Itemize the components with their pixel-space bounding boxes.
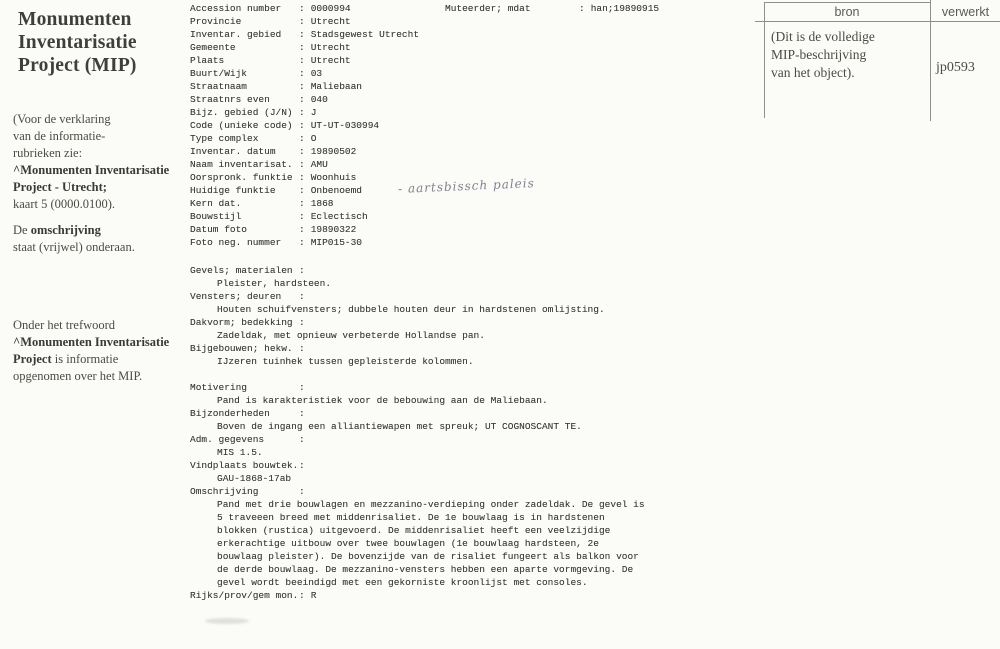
colon: : bbox=[299, 120, 305, 131]
detail-value: MIS 1.5. bbox=[217, 447, 263, 458]
field-value: O bbox=[310, 133, 317, 144]
field-label: Vindplaats bouwtek. bbox=[190, 460, 299, 471]
colon: : bbox=[299, 265, 305, 276]
colon: : bbox=[299, 16, 305, 27]
stamp-box-left-border bbox=[764, 2, 765, 118]
colon: : bbox=[299, 3, 305, 14]
form-row-plaats bbox=[190, 54, 790, 67]
form-row-gemeente bbox=[190, 41, 790, 54]
stamp-box-top-border bbox=[764, 2, 931, 3]
field-label: Straatnrs even bbox=[190, 94, 270, 105]
record-form bbox=[190, 2, 790, 602]
omschrijving-line: 5 traveeen breed met middenrisaliet. De 1e bouwlaag is in hardstenen bbox=[217, 512, 605, 523]
field-value: 19890502 bbox=[310, 146, 357, 157]
field-value: Stadsgewest Utrecht bbox=[310, 29, 420, 40]
field-label: Vensters; deuren bbox=[190, 291, 282, 302]
field-value: AMU bbox=[310, 159, 328, 170]
form-row-code bbox=[190, 119, 790, 132]
colon: : bbox=[299, 211, 305, 222]
note-line: kaart 5 (0000.0100). bbox=[13, 197, 116, 211]
note-line-bold: Project - Utrecht; bbox=[13, 180, 107, 194]
colon: : bbox=[299, 291, 305, 302]
detail-header-omschrijving bbox=[190, 485, 790, 498]
title-line: Monumenten bbox=[18, 9, 132, 30]
colon: : bbox=[299, 185, 305, 196]
detail-header-vensters bbox=[190, 290, 790, 303]
colon: : bbox=[299, 133, 305, 144]
form-row-bouwstijl bbox=[190, 210, 790, 223]
stamp-box-note bbox=[771, 28, 875, 82]
field-label: Code (unieke code) bbox=[190, 120, 293, 131]
field-value: Utrecht bbox=[310, 55, 351, 66]
field-label: Foto neg. nummer bbox=[190, 237, 282, 248]
stamp-box-code: jp0593 bbox=[936, 60, 975, 75]
page-title bbox=[18, 8, 193, 77]
field-label: Oorspronk. funktie bbox=[190, 172, 293, 183]
note-line: rubrieken zie: bbox=[13, 146, 83, 160]
field-value: 03 bbox=[310, 68, 323, 79]
omschrijving-line: bouwlaag pleister). De bovenzijde van de risaliet fungeert als balkon voor bbox=[217, 551, 639, 562]
detail-value: GAU-1868-17ab bbox=[217, 473, 292, 484]
field-label: Straatnaam bbox=[190, 81, 248, 92]
detail-value: Zadeldak, met opnieuw verbeterde Hollandse pan. bbox=[217, 330, 485, 341]
form-row-monument-status bbox=[190, 589, 790, 602]
details-section-description bbox=[190, 381, 790, 602]
field-label: Buurt/Wijk bbox=[190, 68, 248, 79]
field-label: Plaats bbox=[190, 55, 225, 66]
field-label: Provincie bbox=[190, 16, 242, 27]
field-label: Bijzonderheden bbox=[190, 408, 270, 419]
colon: : bbox=[299, 237, 305, 248]
colon: : bbox=[299, 224, 305, 235]
detail-value: Boven de ingang een alliantiewapen met spreuk; UT COGNOSCANT TE. bbox=[217, 421, 582, 432]
colon: : bbox=[299, 408, 305, 419]
form-row-provincie bbox=[190, 15, 790, 28]
note-line: staat (vrijwel) onderaan. bbox=[13, 240, 135, 254]
sidebar-note-trefwoord bbox=[13, 317, 193, 385]
detail-header-bijzonderheden bbox=[190, 407, 790, 420]
detail-value: Pleister, hardsteen. bbox=[217, 278, 332, 289]
sidebar-note-explanation bbox=[13, 111, 193, 213]
field-value: Onbenoemd bbox=[310, 185, 363, 196]
field-label: Huidige funktie bbox=[190, 185, 276, 196]
omschrijving-line: blokken (rustica) uitgevoerd. De middenrisaliet heeft een veelzijdige bbox=[217, 525, 611, 536]
field-value: 040 bbox=[310, 94, 328, 105]
detail-value: Pand is karakteristiek voor de bebouwing aan de Maliebaan. bbox=[217, 395, 548, 406]
detail-header-gevels bbox=[190, 264, 790, 277]
stamp-box-header-underline bbox=[755, 21, 1000, 22]
note-text: De bbox=[13, 223, 31, 237]
field-value: Maliebaan bbox=[310, 81, 363, 92]
form-row-datum-foto bbox=[190, 223, 790, 236]
detail-header-dakvorm bbox=[190, 316, 790, 329]
colon: : bbox=[299, 460, 305, 471]
handwritten-annotation: - aartsbissch paleis bbox=[397, 176, 536, 196]
field-value: J bbox=[310, 107, 317, 118]
form-row-accession bbox=[190, 2, 790, 15]
field-label: Inventar. datum bbox=[190, 146, 276, 157]
field-label: Kern dat. bbox=[190, 198, 242, 209]
title-line: Inventarisatie bbox=[18, 32, 137, 53]
field-label: Type complex bbox=[190, 133, 259, 144]
details-section-building bbox=[190, 264, 790, 368]
field-value: Utrecht bbox=[310, 42, 351, 53]
field-label: Datum foto bbox=[190, 224, 248, 235]
note-line-bold: ^Monumenten Inventarisatie bbox=[13, 335, 170, 349]
field-value: 1868 bbox=[310, 198, 334, 209]
colon: : bbox=[299, 55, 305, 66]
field-label: Bijgebouwen; hekw. bbox=[190, 343, 293, 354]
omschrijving-line: gevel wordt beeindigd met een gekorniste kroonlijst met consoles. bbox=[217, 577, 588, 588]
colon: : bbox=[299, 343, 305, 354]
scan-smudge bbox=[205, 618, 249, 624]
stamp-box-header-verwerkt: verwerkt bbox=[941, 5, 990, 19]
title-line: Project (MIP) bbox=[18, 55, 137, 76]
detail-header-motivering bbox=[190, 381, 790, 394]
colon: : bbox=[299, 68, 305, 79]
field-label: Omschrijving bbox=[190, 486, 259, 497]
field-value: UT-UT-030994 bbox=[310, 120, 380, 131]
field-label: Muteerder; mdat bbox=[445, 3, 531, 14]
note-line: opgenomen over het MIP. bbox=[13, 369, 143, 383]
detail-value: Houten schuifvensters; dubbele houten deur in hardstenen omlijsting. bbox=[217, 304, 605, 315]
note-line: MIP-beschrijving bbox=[771, 47, 867, 62]
sidebar bbox=[13, 8, 193, 385]
field-label: Gevels; materialen bbox=[190, 265, 293, 276]
stamp-box bbox=[764, 2, 1000, 122]
form-row-inventar-datum bbox=[190, 145, 790, 158]
field-label: Bijz. gebied (J/N) bbox=[190, 107, 293, 118]
colon: : bbox=[299, 159, 305, 170]
field-value: 19890322 bbox=[310, 224, 357, 235]
note-text: is informatie bbox=[51, 352, 119, 366]
sidebar-note-omschrijving bbox=[13, 222, 193, 256]
form-row-straatnaam bbox=[190, 80, 790, 93]
colon: : bbox=[299, 94, 305, 105]
colon: : bbox=[299, 42, 305, 53]
field-label: Naam inventarisat. bbox=[190, 159, 293, 170]
note-line: (Voor de verklaring bbox=[13, 112, 111, 126]
colon: : bbox=[299, 198, 305, 209]
colon: : bbox=[299, 29, 305, 40]
note-line: (Dit is de volledige bbox=[771, 29, 875, 44]
colon: : bbox=[299, 146, 305, 157]
note-text-bold: omschrijving bbox=[30, 223, 101, 237]
field-value: Utrecht bbox=[310, 16, 351, 27]
colon: : bbox=[299, 382, 305, 393]
form-row-bijz-gebied bbox=[190, 106, 790, 119]
field-value: han;19890915 bbox=[590, 3, 660, 14]
colon: : bbox=[299, 107, 305, 118]
field-label: Gemeente bbox=[190, 42, 236, 53]
field-label: Motivering bbox=[190, 382, 248, 393]
form-row-foto-neg-nummer bbox=[190, 236, 790, 249]
note-line: van het object). bbox=[771, 65, 855, 80]
field-label: Accession number bbox=[190, 3, 282, 14]
colon: : bbox=[579, 3, 585, 14]
field-value: Eclectisch bbox=[310, 211, 368, 222]
detail-header-adm-gegevens bbox=[190, 433, 790, 446]
note-line: van de informatie- bbox=[13, 129, 106, 143]
detail-header-vindplaats bbox=[190, 459, 790, 472]
colon: : bbox=[299, 317, 305, 328]
form-row-straatnrs bbox=[190, 93, 790, 106]
colon: : bbox=[299, 172, 305, 183]
field-label: Adm. gegevens bbox=[190, 434, 265, 445]
note-line-bold: ^Monumenten Inventarisatie bbox=[13, 163, 170, 177]
colon: : bbox=[299, 590, 305, 601]
note-line: Onder het trefwoord bbox=[13, 318, 116, 332]
omschrijving-line: Pand met drie bouwlagen en mezzanino-verdieping onder zadeldak. De gevel is bbox=[217, 499, 645, 510]
stamp-box-header-bron: bron bbox=[834, 5, 860, 19]
note-text-bold: Project bbox=[13, 352, 52, 366]
field-value: Woonhuis bbox=[310, 172, 357, 183]
form-row-kern-dat bbox=[190, 197, 790, 210]
detail-value: IJzeren tuinhek tussen gepleisterde kolommen. bbox=[217, 356, 474, 367]
detail-header-bijgebouwen bbox=[190, 342, 790, 355]
field-value: R bbox=[310, 590, 317, 601]
omschrijving-line: erkerachtige uitbouw over twee bouwlagen (1e bouwlaag hardsteen, 2e bbox=[217, 538, 599, 549]
colon: : bbox=[299, 434, 305, 445]
form-row-inventar-gebied bbox=[190, 28, 790, 41]
field-label: Inventar. gebied bbox=[190, 29, 282, 40]
form-row-type-complex bbox=[190, 132, 790, 145]
field-label: Bouwstijl bbox=[190, 211, 242, 222]
field-label: Dakvorm; bedekking bbox=[190, 317, 293, 328]
omschrijving-line: de derde bouwlaag. De mezzanino-vensters hebben een aparte vormgeving. De bbox=[217, 564, 634, 575]
field-value: MIP015-30 bbox=[310, 237, 363, 248]
field-label: Rijks/prov/gem mon. bbox=[190, 590, 299, 601]
form-row-naam-inventarisat bbox=[190, 158, 790, 171]
colon: : bbox=[299, 81, 305, 92]
form-row-muteerder bbox=[445, 2, 659, 15]
colon: : bbox=[299, 486, 305, 497]
form-row-buurt-wijk bbox=[190, 67, 790, 80]
field-value: 0000994 bbox=[310, 3, 351, 14]
